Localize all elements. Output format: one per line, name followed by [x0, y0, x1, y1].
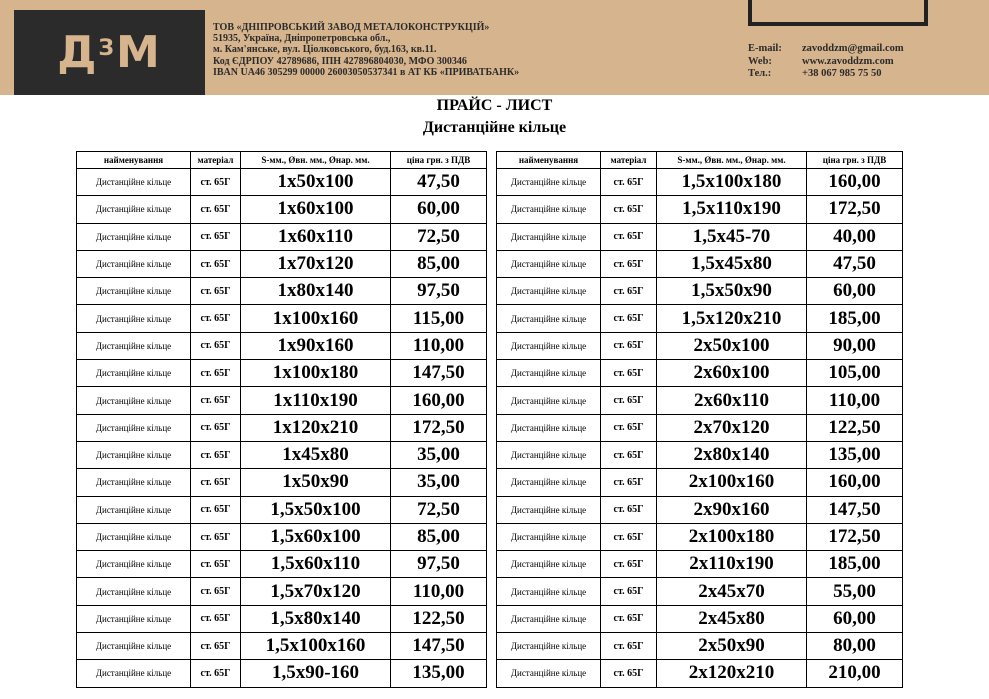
table-row — [77, 169, 487, 196]
item-price: 172,50 — [807, 523, 903, 550]
item-price: 55,00 — [807, 578, 903, 605]
table-row — [497, 387, 903, 414]
web-label: Web: — [748, 55, 772, 67]
item-size: 2x80x140 — [657, 441, 807, 468]
item-size: 1,5x50x100 — [241, 496, 391, 523]
item-size: 1x60x110 — [241, 223, 391, 250]
item-size: 1x50x100 — [241, 169, 391, 196]
item-name: Дистанційне кільце — [497, 633, 601, 660]
table-row — [77, 414, 487, 441]
item-name: Дистанційне кільце — [497, 332, 601, 359]
item-material: ст. 65Г — [191, 469, 241, 496]
page-title: ПРАЙС - ЛИСТ — [436, 97, 553, 114]
letterhead — [0, 0, 989, 95]
item-size: 1,5x120x210 — [657, 305, 807, 332]
table-row — [497, 441, 903, 468]
item-material: ст. 65Г — [191, 441, 241, 468]
item-price: 135,00 — [807, 441, 903, 468]
item-price: 122,50 — [807, 414, 903, 441]
item-size: 1,5x70x120 — [241, 578, 391, 605]
item-size: 1,5x45-70 — [657, 223, 807, 250]
item-price: 47,50 — [807, 250, 903, 277]
item-price: 185,00 — [807, 551, 903, 578]
table-row — [77, 305, 487, 332]
col-header-name: найменування — [77, 152, 191, 169]
item-material: ст. 65Г — [191, 660, 241, 687]
item-material: ст. 65Г — [601, 414, 657, 441]
table-row — [497, 578, 903, 605]
item-material: ст. 65Г — [601, 169, 657, 196]
table-row — [77, 278, 487, 305]
item-name: Дистанційне кільце — [77, 169, 191, 196]
item-price: 40,00 — [807, 223, 903, 250]
item-price: 110,00 — [391, 332, 487, 359]
table-row — [497, 196, 903, 223]
item-size: 2x45x80 — [657, 605, 807, 632]
item-size: 1x120x210 — [241, 414, 391, 441]
item-price: 160,00 — [391, 387, 487, 414]
item-size: 1,5x110x190 — [657, 196, 807, 223]
item-price: 90,00 — [807, 332, 903, 359]
item-name: Дистанційне кільце — [497, 278, 601, 305]
table-row — [497, 523, 903, 550]
item-material: ст. 65Г — [601, 305, 657, 332]
table-row — [497, 469, 903, 496]
table-row — [77, 360, 487, 387]
item-price: 160,00 — [807, 469, 903, 496]
item-name: Дистанційне кільце — [77, 250, 191, 277]
table-row — [77, 441, 487, 468]
item-name: Дистанційне кільце — [497, 605, 601, 632]
col-header-material: матеріал — [191, 152, 241, 169]
company-line: Код ЄДРПОУ 42789686, ІПН 427896804030, МФО 300346 — [213, 55, 467, 67]
item-material: ст. 65Г — [601, 278, 657, 305]
table-row — [77, 469, 487, 496]
item-size: 1,5x100x180 — [657, 169, 807, 196]
col-header-size: S-мм., Øвн. мм., Øнар. мм. — [241, 152, 391, 169]
logo-text: Д $^З$ М — [57, 27, 162, 78]
company-line: 51935, Україна, Дніпропетровська обл., — [213, 33, 391, 45]
table-row — [77, 196, 487, 223]
table-row — [497, 278, 903, 305]
item-size: 1,5x100x160 — [241, 633, 391, 660]
item-name: Дистанційне кільце — [497, 169, 601, 196]
table-row — [497, 414, 903, 441]
item-size: 1x50x90 — [241, 469, 391, 496]
item-size: 1x60x100 — [241, 196, 391, 223]
table-row — [497, 223, 903, 250]
table-row — [497, 305, 903, 332]
item-size: 1x70x120 — [241, 250, 391, 277]
item-price: 122,50 — [391, 605, 487, 632]
table-row — [497, 250, 903, 277]
item-size: 1,5x50x90 — [657, 278, 807, 305]
item-name: Дистанційне кільце — [77, 469, 191, 496]
item-name: Дистанційне кільце — [497, 660, 601, 687]
item-price: 97,50 — [391, 278, 487, 305]
table-row — [497, 633, 903, 660]
item-size: 1,5x60x100 — [241, 523, 391, 550]
table-row — [497, 660, 903, 687]
item-name: Дистанційне кільце — [77, 223, 191, 250]
item-price: 60,00 — [391, 196, 487, 223]
item-name: Дистанційне кільце — [497, 441, 601, 468]
item-material: ст. 65Г — [601, 496, 657, 523]
item-name: Дистанційне кільце — [77, 387, 191, 414]
item-material: ст. 65Г — [601, 551, 657, 578]
price-table-right — [496, 151, 903, 688]
item-name: Дистанційне кільце — [77, 196, 191, 223]
item-name: Дистанційне кільце — [77, 551, 191, 578]
item-size: 1,5x60x110 — [241, 551, 391, 578]
table-row — [497, 360, 903, 387]
item-material: ст. 65Г — [191, 387, 241, 414]
web-value[interactable]: www.zavoddzm.com — [802, 55, 894, 67]
item-material: ст. 65Г — [191, 305, 241, 332]
item-material: ст. 65Г — [601, 578, 657, 605]
item-size: 1,5x90-160 — [241, 660, 391, 687]
item-material: ст. 65Г — [191, 578, 241, 605]
company-details — [213, 22, 519, 78]
item-name: Дистанційне кільце — [77, 332, 191, 359]
contact-block — [748, 43, 904, 81]
item-name: Дистанційне кільце — [497, 551, 601, 578]
item-size: 2x90x160 — [657, 496, 807, 523]
item-price: 72,50 — [391, 496, 487, 523]
col-header-material: матеріал — [601, 152, 657, 169]
company-line: м. Кам'янське, вул. Ціолковського, буд.163, кв.11. — [213, 44, 437, 56]
item-name: Дистанційне кільце — [77, 305, 191, 332]
item-name: Дистанційне кільце — [77, 633, 191, 660]
item-name: Дистанційне кільце — [497, 223, 601, 250]
item-material: ст. 65Г — [191, 223, 241, 250]
item-price: 60,00 — [807, 605, 903, 632]
item-size: 1x100x160 — [241, 305, 391, 332]
item-material: ст. 65Г — [601, 332, 657, 359]
table-row — [497, 332, 903, 359]
item-price: 135,00 — [391, 660, 487, 687]
item-size: 2x120x210 — [657, 660, 807, 687]
item-name: Дистанційне кільце — [77, 523, 191, 550]
item-name: Дистанційне кільце — [497, 250, 601, 277]
item-material: ст. 65Г — [601, 469, 657, 496]
item-material: ст. 65Г — [601, 223, 657, 250]
table-row — [497, 551, 903, 578]
table-row — [77, 578, 487, 605]
phone-value[interactable]: +38 067 985 75 50 — [802, 68, 882, 79]
item-price: 160,00 — [807, 169, 903, 196]
table-row — [77, 605, 487, 632]
item-material: ст. 65Г — [601, 196, 657, 223]
item-price: 110,00 — [391, 578, 487, 605]
email-label: E-mail: — [748, 43, 782, 54]
item-name: Дистанційне кільце — [77, 496, 191, 523]
table-row — [497, 605, 903, 632]
table-row — [497, 169, 903, 196]
item-material: ст. 65Г — [191, 523, 241, 550]
item-name: Дистанційне кільце — [77, 578, 191, 605]
item-material: ст. 65Г — [191, 414, 241, 441]
item-material: ст. 65Г — [601, 250, 657, 277]
item-price: 147,50 — [807, 496, 903, 523]
item-price: 97,50 — [391, 551, 487, 578]
item-name: Дистанційне кільце — [497, 360, 601, 387]
item-price: 110,00 — [807, 387, 903, 414]
item-price: 72,50 — [391, 223, 487, 250]
item-price: 47,50 — [391, 169, 487, 196]
table-row — [497, 496, 903, 523]
item-name: Дистанційне кільце — [497, 578, 601, 605]
item-size: 2x100x160 — [657, 469, 807, 496]
col-header-name: найменування — [497, 152, 601, 169]
item-material: ст. 65Г — [191, 196, 241, 223]
item-material: ст. 65Г — [601, 660, 657, 687]
item-name: Дистанційне кільце — [497, 305, 601, 332]
item-price: 172,50 — [391, 414, 487, 441]
item-name: Дистанційне кільце — [77, 278, 191, 305]
item-size: 1,5x45x80 — [657, 250, 807, 277]
item-size: 1x110x190 — [241, 387, 391, 414]
item-size: 2x50x90 — [657, 633, 807, 660]
item-size: 1x100x180 — [241, 360, 391, 387]
item-name: Дистанційне кільце — [497, 414, 601, 441]
item-price: 80,00 — [807, 633, 903, 660]
item-size: 1x45x80 — [241, 441, 391, 468]
company-logo — [14, 10, 205, 95]
table-row — [77, 387, 487, 414]
item-size: 2x45x70 — [657, 578, 807, 605]
item-material: ст. 65Г — [601, 523, 657, 550]
item-size: 1x80x140 — [241, 278, 391, 305]
item-name: Дистанційне кільце — [77, 605, 191, 632]
item-size: 2x70x120 — [657, 414, 807, 441]
item-material: ст. 65Г — [601, 633, 657, 660]
item-size: 2x60x100 — [657, 360, 807, 387]
item-name: Дистанційне кільце — [497, 523, 601, 550]
item-price: 35,00 — [391, 469, 487, 496]
table-row — [77, 332, 487, 359]
item-price: 172,50 — [807, 196, 903, 223]
item-size: 2x60x110 — [657, 387, 807, 414]
item-material: ст. 65Г — [601, 387, 657, 414]
item-size: 2x110x190 — [657, 551, 807, 578]
item-material: ст. 65Г — [191, 169, 241, 196]
item-price: 210,00 — [807, 660, 903, 687]
phone-label: Тел.: — [748, 68, 772, 79]
item-price: 60,00 — [807, 278, 903, 305]
table-row — [77, 496, 487, 523]
col-header-price: ціна грн. з ПДВ — [807, 152, 903, 169]
email-value[interactable]: zavoddzm@gmail.com — [802, 43, 904, 54]
item-material: ст. 65Г — [191, 605, 241, 632]
item-material: ст. 65Г — [601, 441, 657, 468]
table-row — [77, 633, 487, 660]
item-size: 2x100x180 — [657, 523, 807, 550]
table-row — [77, 523, 487, 550]
table-row — [77, 223, 487, 250]
item-size: 1x90x160 — [241, 332, 391, 359]
item-name: Дистанційне кільце — [77, 414, 191, 441]
item-price: 35,00 — [391, 441, 487, 468]
item-material: ст. 65Г — [191, 332, 241, 359]
col-header-size: S-мм., Øвн. мм., Øнар. мм. — [657, 152, 807, 169]
company-line: IBAN UA46 305299 00000 26003050537341 в АТ КБ «ПРИВАТБАНК» — [213, 66, 520, 78]
decorative-frame — [748, 0, 928, 26]
item-name: Дистанційне кільце — [77, 660, 191, 687]
page-subtitle: Дистанційне кільце — [422, 119, 567, 136]
table-row — [77, 250, 487, 277]
item-name: Дистанційне кільце — [77, 360, 191, 387]
item-price: 85,00 — [391, 523, 487, 550]
item-price: 147,50 — [391, 360, 487, 387]
item-size: 2x50x100 — [657, 332, 807, 359]
item-material: ст. 65Г — [191, 551, 241, 578]
item-material: ст. 65Г — [601, 605, 657, 632]
item-material: ст. 65Г — [191, 496, 241, 523]
item-price: 185,00 — [807, 305, 903, 332]
item-price: 85,00 — [391, 250, 487, 277]
item-price: 147,50 — [391, 633, 487, 660]
item-material: ст. 65Г — [191, 250, 241, 277]
price-table-left — [76, 151, 487, 688]
item-name: Дистанційне кільце — [497, 196, 601, 223]
item-material: ст. 65Г — [191, 633, 241, 660]
item-material: ст. 65Г — [191, 360, 241, 387]
item-material: ст. 65Г — [601, 360, 657, 387]
item-name: Дистанційне кільце — [77, 441, 191, 468]
item-name: Дистанційне кільце — [497, 496, 601, 523]
item-name: Дистанційне кільце — [497, 387, 601, 414]
table-row — [77, 660, 487, 687]
item-price: 105,00 — [807, 360, 903, 387]
item-size: 1,5x80x140 — [241, 605, 391, 632]
company-line: ТОВ «ДНІПРОВСЬКИЙ ЗАВОД МЕТАЛОКОНСТРУКЦІЙ» — [213, 22, 490, 33]
col-header-price: ціна грн. з ПДВ — [391, 152, 487, 169]
item-material: ст. 65Г — [191, 278, 241, 305]
table-row — [77, 551, 487, 578]
item-name: Дистанційне кільце — [497, 469, 601, 496]
item-price: 115,00 — [391, 305, 487, 332]
